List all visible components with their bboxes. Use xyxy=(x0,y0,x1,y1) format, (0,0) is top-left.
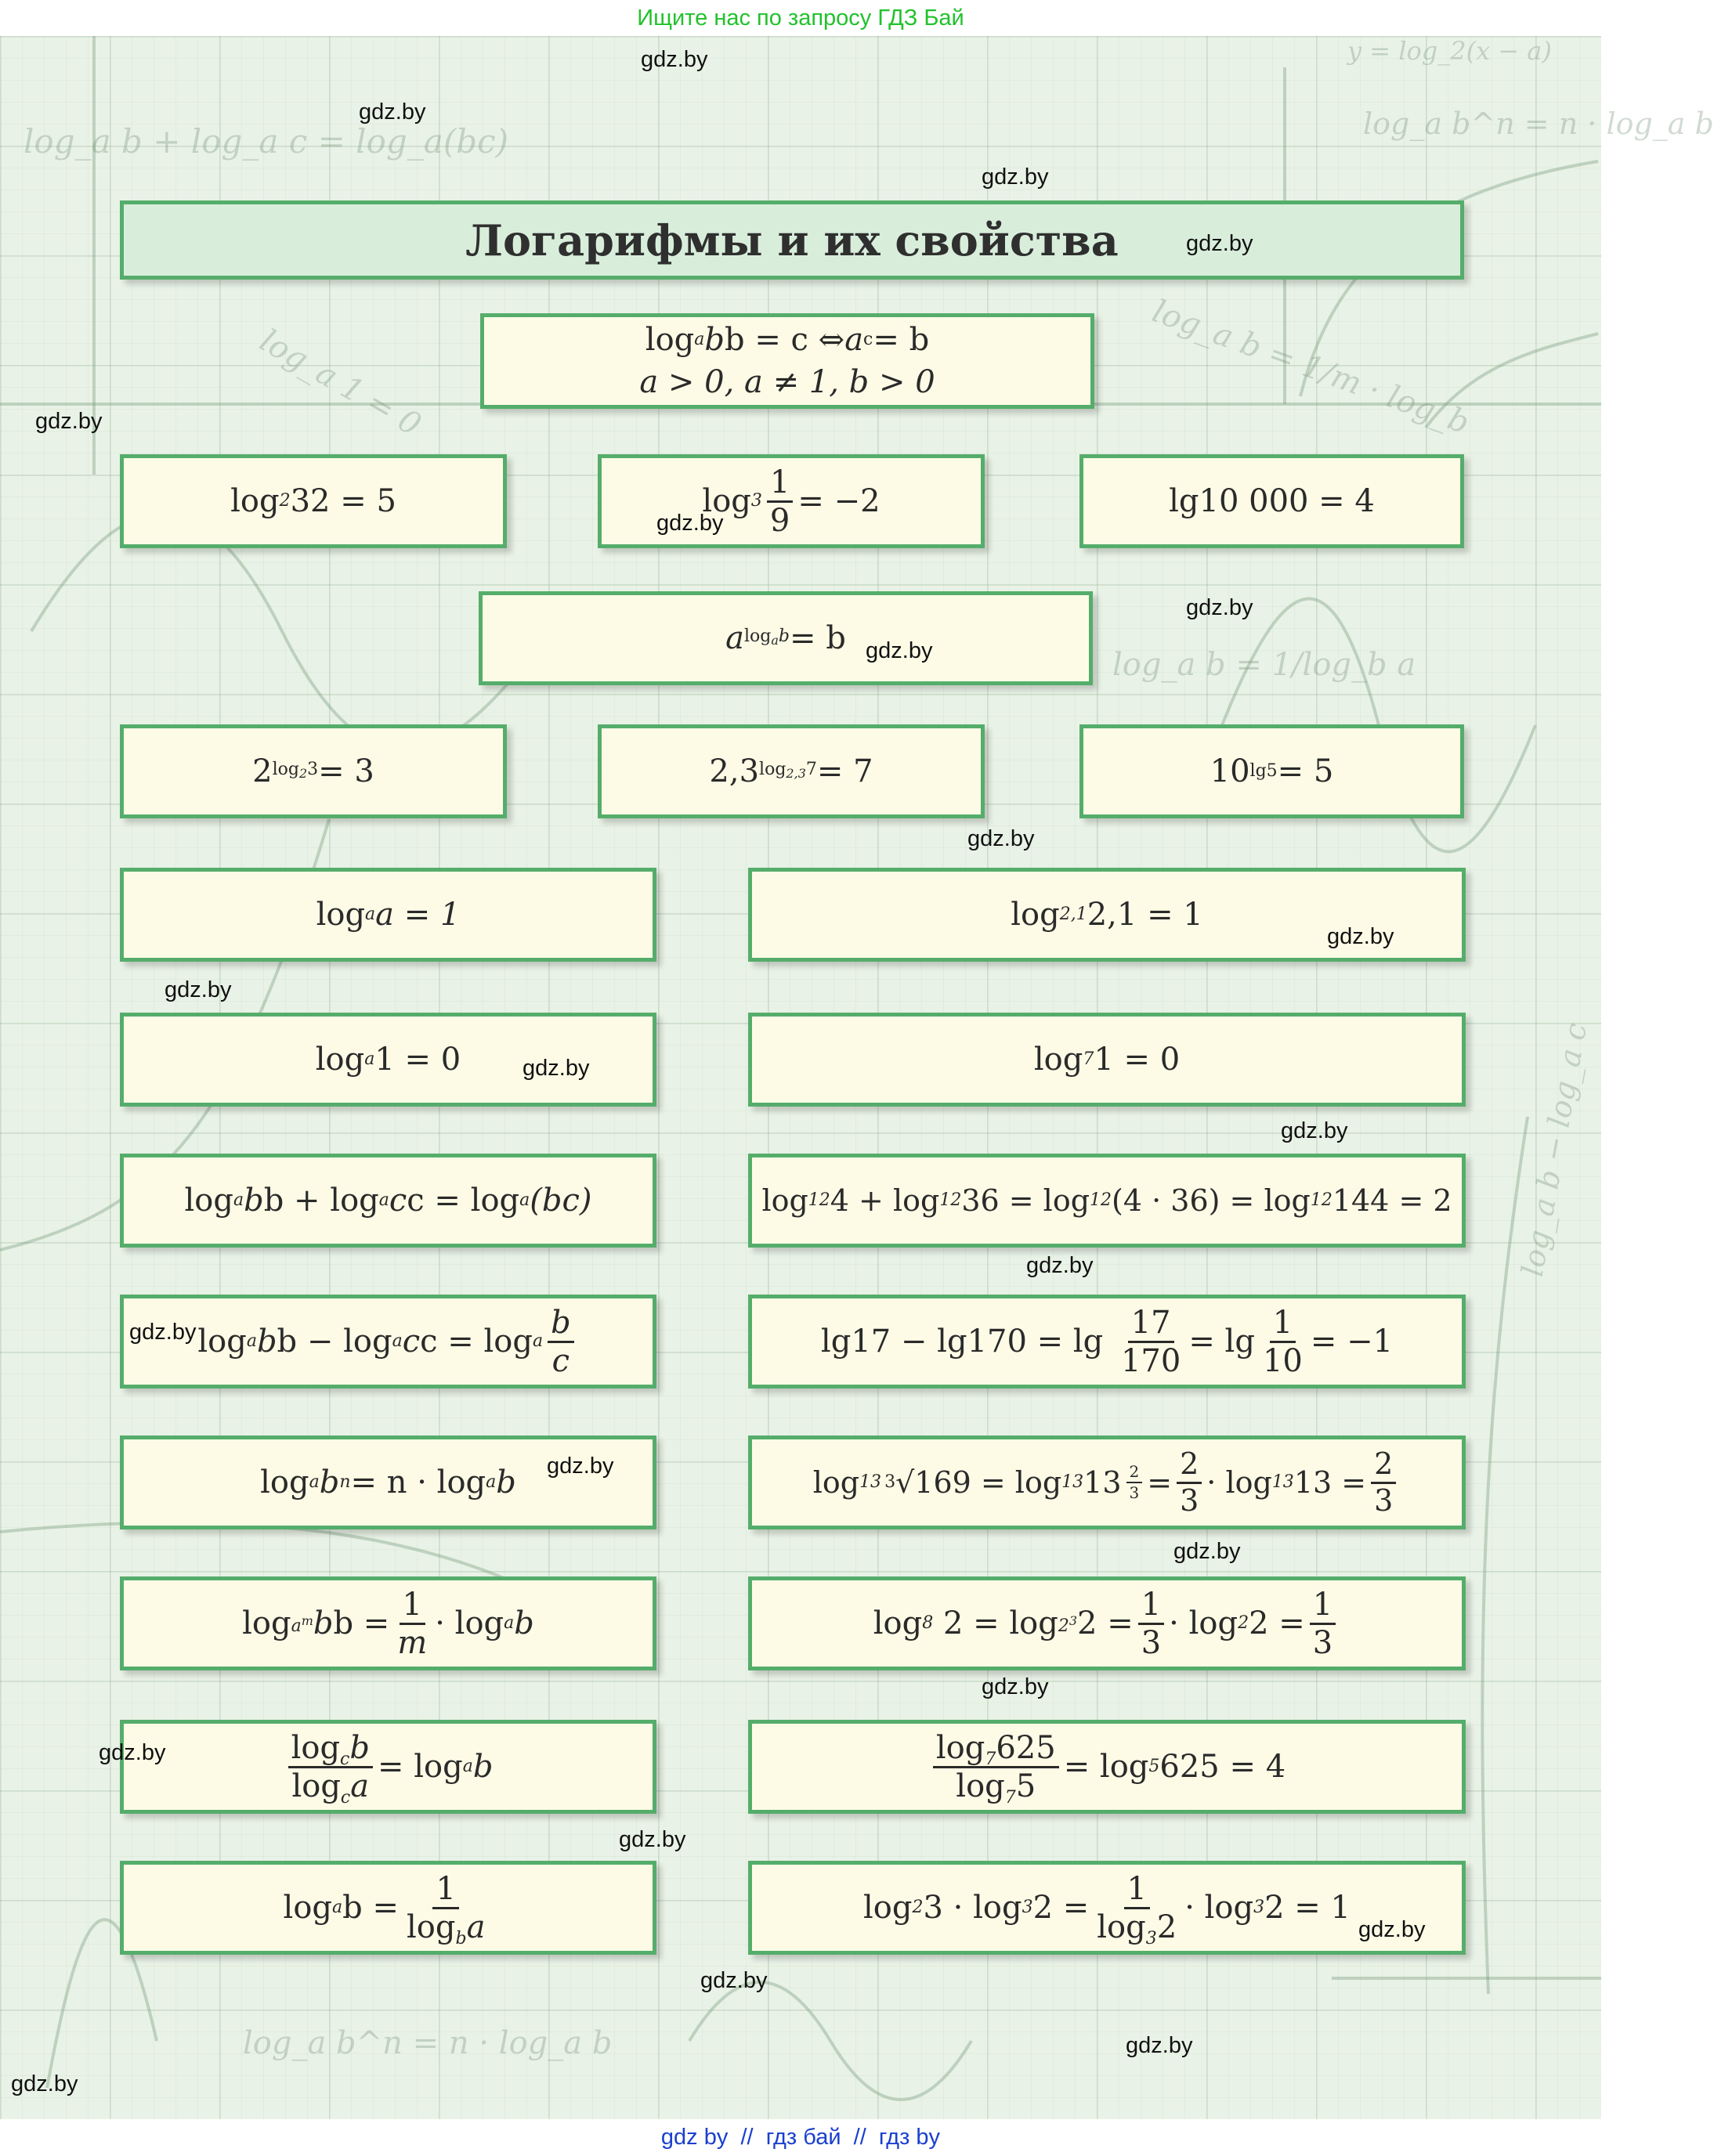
example-box xyxy=(1079,454,1464,548)
watermark: gdz.by xyxy=(641,47,708,72)
definition-conditions: a > 0, a ≠ 1, b > 0 xyxy=(639,364,935,400)
watermark: gdz.by xyxy=(1186,595,1253,620)
watermark: gdz.by xyxy=(619,1827,686,1852)
property-box xyxy=(120,868,656,962)
background-formula: log_a b − log_a c xyxy=(1514,1020,1594,1280)
example-box xyxy=(598,724,985,818)
watermark: gdz.by xyxy=(1173,1539,1241,1564)
example-box xyxy=(748,1576,1466,1670)
formula: log 13 3 √169 = log 13 13 $\frac{2}{3}$ = $\frac{2}{3}$ · log 13 13 = $\frac{2}{3}$ xyxy=(813,1449,1401,1517)
example-box xyxy=(748,1154,1466,1248)
formula: log 8 2 = log $2^3$ 2 = $\frac{1}{3}$ · log 2 2 = $\frac{1}{3}$ xyxy=(873,1588,1340,1659)
example-box xyxy=(748,1295,1466,1389)
formula: 2,3 $\log_{2,3}7$ = 7 xyxy=(709,753,873,789)
watermark: gdz.by xyxy=(35,409,103,434)
property-box xyxy=(120,1576,656,1670)
formula: log 2 32 = 5 xyxy=(230,483,396,519)
watermark: gdz.by xyxy=(547,1454,614,1479)
watermark: gdz.by xyxy=(1126,2033,1193,2058)
watermark: gdz.by xyxy=(866,638,933,663)
formula: log $a^m$ b b = $\frac{1}{m}$ · log a b xyxy=(242,1586,534,1661)
property-box xyxy=(120,1436,656,1529)
watermark: gdz.by xyxy=(99,1740,166,1765)
background-formula: log_a b + log_a c = log_a(bc) xyxy=(24,122,509,161)
background-formula: log_a b = 1/m · log_b xyxy=(1147,293,1474,442)
watermark: gdz.by xyxy=(1026,1253,1094,1278)
background-formula: y = log_2(x − a) xyxy=(1347,36,1552,66)
property-box xyxy=(120,1154,656,1248)
example-box xyxy=(1079,724,1464,818)
formula: log a b = $\frac{1}{\log_ba}$ xyxy=(283,1870,486,1948)
watermark: gdz.by xyxy=(700,1968,768,1993)
example-box xyxy=(748,1720,1466,1814)
definition-box xyxy=(480,313,1094,409)
formula: lg10 000 = 4 xyxy=(1169,483,1375,519)
formula: a $\log_ab$ = b xyxy=(725,620,846,656)
formula: log 2,1 2,1 = 1 xyxy=(1011,897,1203,933)
example-box xyxy=(748,1436,1466,1529)
formula: $\frac{\log_cb}{\log_ca}$ = log a b xyxy=(284,1732,494,1803)
example-box xyxy=(748,1013,1466,1107)
formula: log 12 4 + log 12 36 = log 12 (4 · 36) = log 12 144 = 2 xyxy=(761,1183,1452,1218)
footer-links[interactable]: gdz by // гдз бай // гдз by xyxy=(660,2125,941,2150)
watermark: gdz.by xyxy=(982,164,1049,190)
formula: 10 lg5 = 5 xyxy=(1210,753,1334,789)
top-banner[interactable]: Ищите нас по запросу ГДЗ Бай xyxy=(637,5,964,31)
watermark: gdz.by xyxy=(1327,924,1394,949)
background-formula: log_a 1 = 0 xyxy=(253,322,428,444)
watermark: gdz.by xyxy=(656,511,724,536)
property-box xyxy=(120,1295,656,1389)
formula: log a a = 1 xyxy=(316,897,461,933)
background-formula: log_a b = 1/log_b a xyxy=(1112,647,1416,683)
watermark: gdz.by xyxy=(1281,1118,1348,1143)
watermark: gdz.by xyxy=(1186,231,1253,256)
formula: lg17 − lg170 = lg $\frac{17}{170}$ = lg $\frac{1}{10}$ = −1 xyxy=(820,1304,1394,1379)
formula: log 3 $\frac{1}{9}$ = −2 xyxy=(702,464,881,539)
formula: log 7 1 = 0 xyxy=(1033,1042,1181,1078)
example-box xyxy=(120,454,507,548)
property-box xyxy=(120,1720,656,1814)
background-formula: log_a b^n = n · log_a b xyxy=(1363,107,1714,141)
watermark: gdz.by xyxy=(1358,1917,1426,1942)
definition-formula: log a b b = c ⇔ a c = b xyxy=(645,322,930,358)
formula: log a b b − log a c c = log a $\frac{b}{c}$ xyxy=(197,1306,578,1378)
formula: $\frac{\log_7625}{\log_75}$ = log 5 625 = 4 xyxy=(928,1732,1286,1803)
formula: log a b b + log a c c = log a (bc) xyxy=(184,1183,592,1219)
identity-box xyxy=(479,591,1093,685)
watermark: gdz.by xyxy=(129,1320,197,1345)
background-formula: log_a b^n = n · log_a b xyxy=(243,2025,613,2061)
formula: log a 1 = 0 xyxy=(315,1042,461,1078)
watermark: gdz.by xyxy=(165,977,232,1002)
formula: log 2 3 · log 3 2 = $\frac{1}{\log_32}$ · log 3 2 = 1 xyxy=(863,1870,1351,1948)
watermark: gdz.by xyxy=(982,1674,1049,1699)
watermark: gdz.by xyxy=(359,99,426,125)
watermark: gdz.by xyxy=(523,1056,590,1081)
watermark: gdz.by xyxy=(967,826,1035,851)
formula: 2 $\log_23$ = 3 xyxy=(252,753,374,789)
formula: log a b n = n · log a b xyxy=(260,1464,516,1501)
example-box xyxy=(120,724,507,818)
property-box xyxy=(120,1861,656,1955)
page-title: Логарифмы и их свойства xyxy=(120,200,1464,280)
watermark: gdz.by xyxy=(11,2071,78,2096)
